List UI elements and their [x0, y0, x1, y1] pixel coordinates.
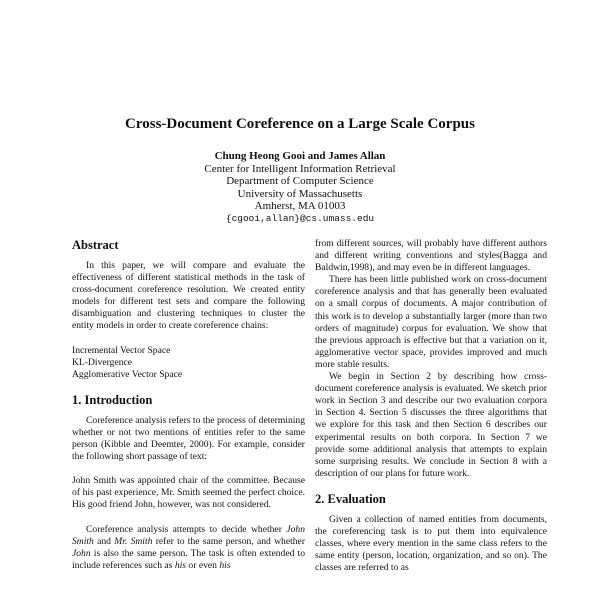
- right-paragraph-2: There has been little published work on cross-document coreference analysis and that has generally been evaluated on a small corpus of documents. A major contribution of this work is to develop a substantially larger (more than two orders of magnitude) corpus for evaluation. We show that the previous approach is effective but that a variation on it, agglomerative vector space, provides improved and much more stable results.: [315, 274, 547, 370]
- intro-heading: 1. Introduction: [72, 392, 153, 407]
- right-column: [315, 238, 547, 574]
- method-item: Incremental Vector Space: [72, 344, 171, 356]
- intro-paragraph-1: Coreference analysis refers to the process of determining whether or not two mentions of entities refer to the same person (Kibble and Deemter, 2000). For example, consider the following short passage of text:: [72, 414, 305, 463]
- affiliation-line: Center for Intelligent Information Retrieval: [204, 162, 396, 175]
- abstract-body: In this paper, we will compare and evaluate the effectiveness of different statistical methods in the task of cross-document coreference resolution. We created entity models for different test sets and compare the following disambiguation and clustering techniques to cluster the entity models in order to create coreference chains:: [72, 260, 305, 332]
- affiliation-line: Department of Computer Science: [226, 175, 374, 187]
- left-column: [72, 238, 305, 572]
- right-paragraph-1: from different sources, will probably have different authors and different writing conventions and styles(Bagga and Baldwin,1998), and may even be in different languages.: [315, 238, 547, 274]
- author-names: Chung Heong Gooi and James Allan: [214, 150, 386, 162]
- author-block: [0, 150, 600, 225]
- evaluation-heading: 2. Evaluation: [315, 491, 386, 506]
- method-list: [72, 345, 305, 381]
- author-email: {cgooi,allan}@cs.umass.edu: [225, 212, 375, 224]
- abstract-heading: Abstract: [72, 238, 119, 252]
- right-paragraph-3: We begin in Section 2 by describing how cross-document coreference analysis is evaluated. We sketch prior work in Section 3 and describe our two evaluation corpora in Section 4. Section 5 discusses the three algorithms that we explore for this task and then Section 6 describes our experimental results on both corpora. In Section 7 we provide some additional analysis that attempts to explain some surprising results. We conclude in Section 8 with a description of our plans for future work.: [315, 371, 547, 479]
- affiliation-line: Amherst, MA 01003: [254, 200, 346, 212]
- evaluation-paragraph-1: Given a collection of named entities from documents, the coreferencing task is to put them into equivalence classes, where every mention in the same class refers to the same entity (person, location, organization, and so on). The classes are referred to as: [315, 513, 547, 574]
- example-passage: John Smith was appointed chair of the committee. Because of his past experience, Mr. Smith seemed the perfect choice. His good friend John, however, was not considered.: [72, 475, 305, 511]
- affiliation-line: University of Massachusetts: [237, 187, 363, 200]
- intro-paragraph-3: Coreference analysis attempts to decide whether John Smith and Mr. Smith refer to the same person, and whether John is also the same person. The task is often extended to include references such as his or even his: [72, 523, 306, 571]
- method-item: Agglomerative Vector Space: [72, 368, 183, 380]
- method-item: KL-Divergence: [72, 356, 133, 368]
- paper-title: Cross-Document Coreference on a Large Scale Corpus: [125, 116, 475, 132]
